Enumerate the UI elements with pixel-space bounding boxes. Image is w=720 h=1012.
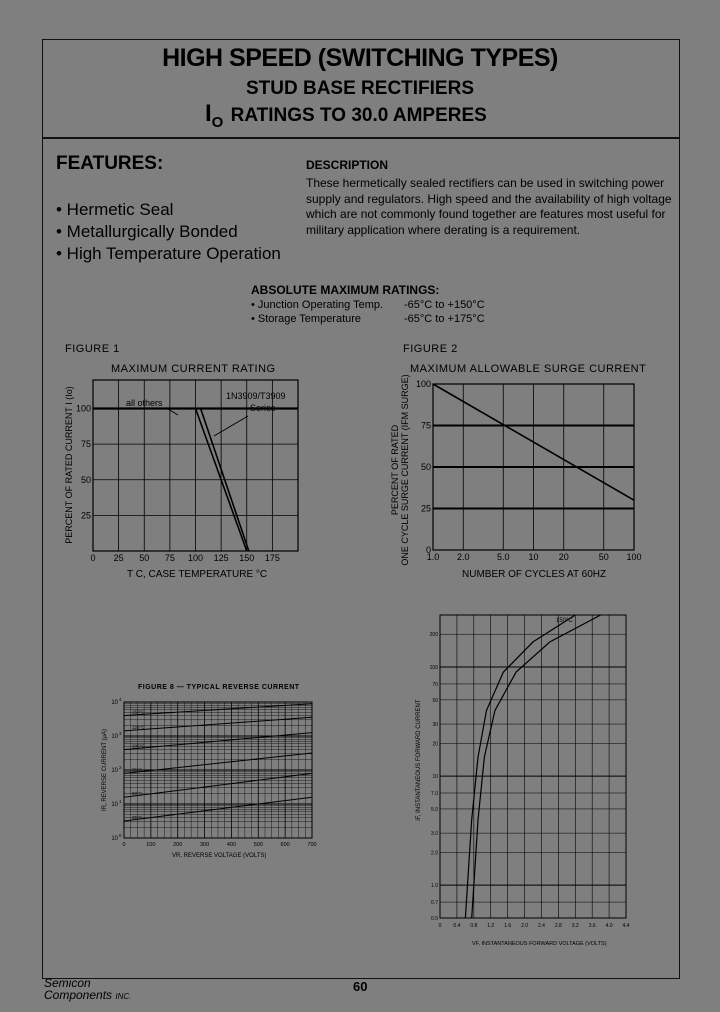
figure1-y-tick: 50: [80, 474, 91, 485]
figure2-x-tick: 100: [626, 552, 642, 562]
figure2-y-tick: 25: [420, 503, 431, 514]
forward-y-tick: 100: [429, 665, 438, 672]
figure8-y-tick-exp: 2: [119, 765, 122, 770]
figure8-y-tick-exp: 4: [119, 697, 122, 702]
figure8-y-tick-exp: 1: [119, 799, 122, 804]
figure8-series-label: 150°C: [132, 709, 145, 715]
forward-y-tick: 10: [432, 774, 438, 781]
figure2-y-tick: 0: [425, 545, 431, 555]
company-name-1: Semicon: [44, 976, 91, 990]
figure1-x-tick: 50: [139, 553, 150, 563]
figure2-y-tick: 50: [420, 462, 431, 472]
figure8-title: FIGURE 8 — TYPICAL REVERSE CURRENT: [138, 684, 300, 691]
figure8-y-tick: 10: [111, 734, 118, 740]
forward-y-tick: 5.0: [431, 806, 438, 813]
forward-y-tick: 200: [429, 632, 438, 639]
figure1-x-tick: 25: [113, 553, 124, 563]
figure1-x-tick: 100: [187, 553, 204, 563]
figure2-x-tick: 2.0: [456, 552, 470, 562]
forward-y-tick: 0.7: [431, 900, 438, 907]
forward-y-tick: 2.0: [431, 850, 438, 857]
forward-y-tick: 0.5: [431, 916, 438, 922]
forward-y-tick: 3.0: [431, 831, 438, 838]
figure8-x-tick: 200: [173, 842, 183, 848]
features-heading: FEATURES:: [56, 153, 164, 174]
figure1-x-tick: 75: [164, 553, 175, 563]
figure1-label: FIGURE 1: [65, 343, 120, 355]
forward-y-tick: 7.0: [431, 790, 438, 797]
figure2-title: MAXIMUM ALLOWABLE SURGE CURRENT: [410, 363, 647, 375]
forward-x-tick: 2.8: [554, 923, 562, 929]
page-title: HIGH SPEED (SWITCHING TYPES): [162, 44, 558, 72]
figure1-annotation-others: all others: [126, 398, 163, 408]
figure1-x-tick: 150: [239, 553, 255, 563]
forward-x-tick: 0.4: [453, 923, 461, 929]
forward-x-tick: 2.4: [537, 923, 545, 929]
company-inc: INC.: [115, 992, 132, 1001]
figure8-x-tick: 400: [226, 842, 237, 848]
description-heading: DESCRIPTION: [306, 158, 389, 172]
io-symbol: $I_O$: [205, 100, 224, 131]
figure1-x-tick: 125: [213, 553, 229, 563]
figure1-annotation-series: 1N3909/T3909: [226, 391, 286, 401]
rating-label: • Storage Temperature: [251, 313, 362, 325]
figure2-xlabel: NUMBER OF CYCLES AT 60HZ: [462, 569, 607, 580]
company-name-2: Components: [44, 988, 113, 1002]
figure8-y-tick: 10: [111, 836, 118, 842]
figure2-x-tick: 50: [598, 552, 609, 562]
forward-x-tick: 3.6: [588, 923, 596, 929]
figure8-series-label: 50°C: [132, 791, 143, 797]
forward-annotation: 150°C: [556, 618, 573, 624]
forward-series-line: [472, 615, 601, 918]
figure1-xlabel: T C, CASE TEMPERATURE °C: [127, 569, 268, 580]
figure8-y-tick: 10: [111, 802, 118, 808]
forward-x-tick: 1.6: [504, 923, 512, 929]
figure2-x-tick: 5.0: [496, 552, 510, 562]
figure8-x-tick: 300: [199, 842, 210, 848]
figure2-ylabel-2: ONE CYCLE SURGE CURRENT (IFM SURGE): [400, 374, 410, 566]
figure8-y-tick-exp: 3: [119, 731, 122, 736]
figure1-y-tick: 75: [80, 439, 91, 450]
forward-x-tick: 2.0: [521, 923, 529, 929]
forward-y-tick: 50: [432, 697, 438, 704]
figure1-x-tick: 0: [90, 553, 96, 563]
company-logo: [44, 977, 131, 1003]
feature-item: • High Temperature Operation: [56, 244, 281, 263]
figure8-x-tick: 100: [146, 842, 156, 848]
feature-item: • Hermetic Seal: [56, 200, 174, 219]
figure8-ylabel: IR, REVERSE CURRENT (µA): [102, 728, 108, 812]
forward-y-tick: 70: [432, 681, 438, 688]
figure1-x-tick: 175: [264, 553, 280, 563]
forward-xlabel: VF, INSTANTANEOUS FORWARD VOLTAGE (VOLTS): [472, 941, 607, 947]
figure2-x-tick: 1.0: [426, 552, 440, 562]
figure2-y-tick: 75: [420, 420, 431, 431]
ratings-text: RATINGS TO 30.0 AMPERES: [230, 105, 487, 126]
figure2-ylabel-1: PERCENT OF RATED: [390, 424, 400, 516]
figure8-x-tick: 600: [280, 842, 290, 848]
figure1-annotation-series2: Series: [250, 403, 276, 413]
figure1-y-tick: 25: [80, 510, 91, 521]
rating-value: -65°C to +150°C: [404, 299, 485, 311]
forward-y-tick: 20: [432, 741, 438, 748]
figure8-series-label: 100°C: [132, 743, 145, 749]
figure8-series-label: 125°C: [132, 724, 145, 730]
figure8-xlabel: VR, REVERSE VOLTAGE (VOLTS): [172, 853, 267, 859]
figure8-x-tick: 700: [307, 842, 317, 848]
figure8-x-tick: 0: [122, 842, 126, 848]
rating-label: • Junction Operating Temp.: [251, 299, 384, 311]
feature-item: • Metallurgically Bonded: [56, 222, 238, 241]
figure8-series-label: 75°C: [132, 767, 143, 773]
figure1-title: MAXIMUM CURRENT RATING: [111, 363, 276, 375]
figure1-y-tick: 100: [75, 403, 91, 414]
figure2-x-tick: 10: [528, 552, 539, 562]
figure8-y-tick-exp: 0: [119, 833, 122, 838]
forward-x-tick: 1.2: [487, 923, 495, 929]
figure8-x-tick: 500: [253, 842, 263, 848]
forward-series-line: [465, 615, 575, 918]
page-subtitle: STUD BASE RECTIFIERS: [245, 78, 475, 99]
description-text: These hermetically sealed rectifiers can be used in switching power supply and regulators. High speed and the availability of high voltage which are not commonly found together are features most useful for military application where derating is a requirement.: [306, 176, 672, 237]
rating-value: -65°C to +175°C: [404, 313, 485, 325]
forward-x-tick: 3.2: [571, 923, 579, 929]
forward-x-tick: 0.8: [470, 923, 478, 929]
ratings-heading: ABSOLUTE MAXIMUM RATINGS:: [251, 283, 440, 297]
figure8-y-tick: 10: [111, 768, 118, 774]
figure2-y-tick: 100: [415, 379, 431, 389]
forward-ylabel: iF, INSTANTANEOUS FORWARD CURRENT: [416, 699, 422, 821]
figure8-y-tick: 10: [111, 700, 118, 706]
forward-x-tick: 0: [438, 923, 442, 929]
page-number: 60: [353, 979, 368, 994]
forward-y-tick: 30: [432, 722, 438, 729]
forward-x-tick: 4.4: [622, 923, 630, 929]
figure2-x-tick: 20: [558, 552, 569, 562]
forward-x-tick: 4.0: [605, 923, 613, 929]
figure8-series-label: 25°C: [132, 815, 143, 820]
figure2-label: FIGURE 2: [403, 343, 458, 355]
forward-y-tick: 1.0: [431, 883, 438, 890]
figure1-ylabel: PERCENT OF RATED CURRENT I (Io): [64, 386, 74, 544]
